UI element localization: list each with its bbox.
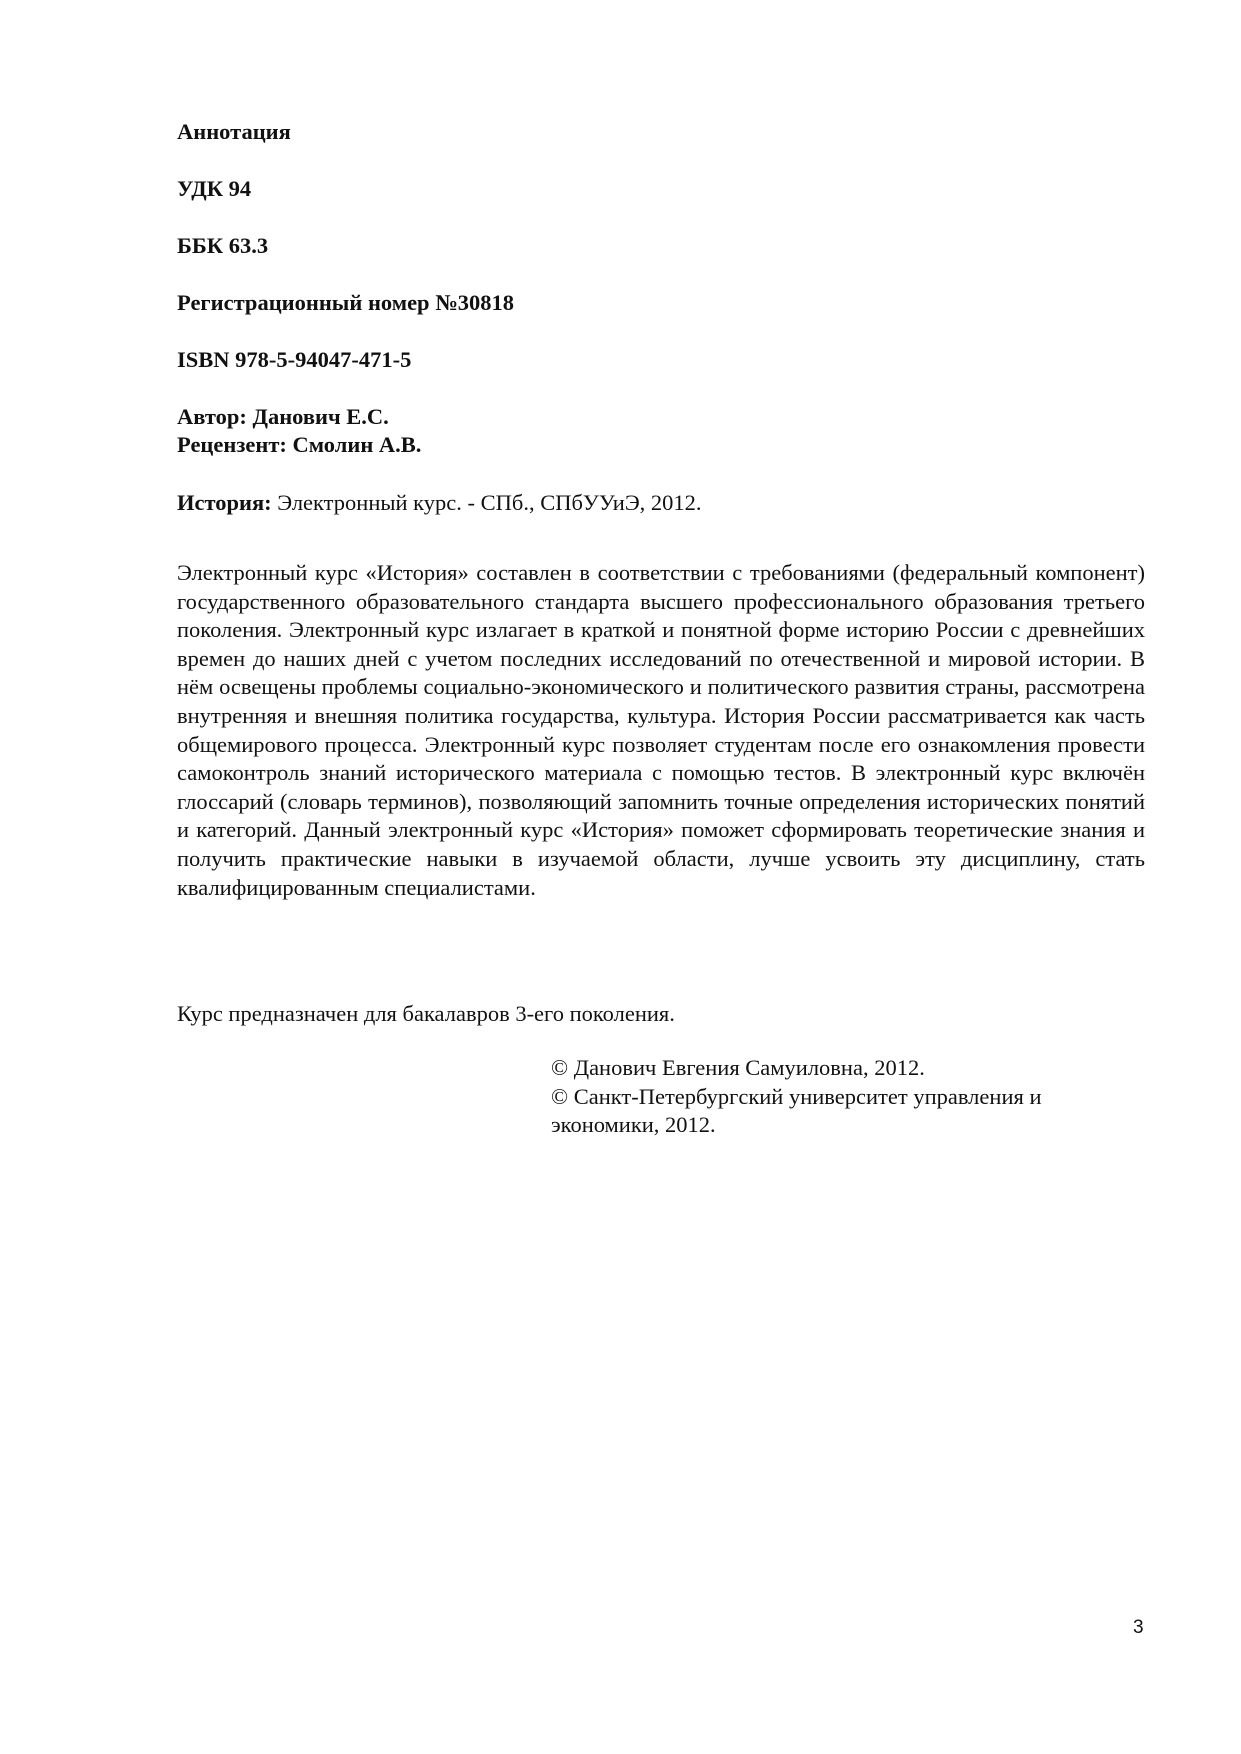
reviewer-line: Рецензент: Смолин А.В. [177, 432, 422, 457]
author-line: Автор: Данович Е.С. [177, 404, 389, 429]
registration-number: Регистрационный номер №30818 [177, 290, 515, 315]
description-paragraph: Электронный курс «История» составлен в соответствии с требованиями (федеральный компонент) государственного образовательного стандарта высшего профессионального образования третьего поколения. Электронный курс излагает в краткой и понятной форме историю России с древнейших времен до наших дней с учетом последних исследований по отечественной и мировой истории. В нём освещены проблемы социально-экономического и политического развития страны, рассмотрена внутренняя и внешняя политика государства, культура. История России рассматривается как часть общемирового процесса. Электронный курс позволяет студентам после его ознакомления провести самоконтроль знаний исторического материала с помощью тестов. В электронный курс включён глоссарий (словарь терминов), позволяющий запомнить точные определения исторических понятий и категорий. Данный электронный курс «История» поможет сформировать теоретические знания и получить практические навыки в изучаемой области, лучше усвоить эту дисциплину, стать квалифицированным специалистами. [177, 560, 1145, 900]
citation-label: История: [177, 490, 272, 515]
bbk-code: ББК 63.3 [177, 233, 269, 258]
page-number: 3 [1133, 1617, 1144, 1638]
citation-text: Электронный курс. - СПб., СПбУУиЭ, 2012. [271, 490, 702, 515]
audience-note: Курс предназначен для бакалавров 3-его поколения. [177, 1001, 675, 1026]
isbn: ISBN 978-5-94047-471-5 [177, 347, 412, 372]
copyright-university: © Санкт-Петербургский университет управления и экономики, 2012. [551, 1083, 1042, 1138]
annotation-heading: Аннотация [177, 119, 291, 144]
udk-code: УДК 94 [177, 176, 252, 201]
copyright-block [551, 1054, 1111, 1140]
citation-line [177, 489, 702, 517]
copyright-author: © Данович Евгения Самуиловна, 2012. [551, 1055, 925, 1080]
